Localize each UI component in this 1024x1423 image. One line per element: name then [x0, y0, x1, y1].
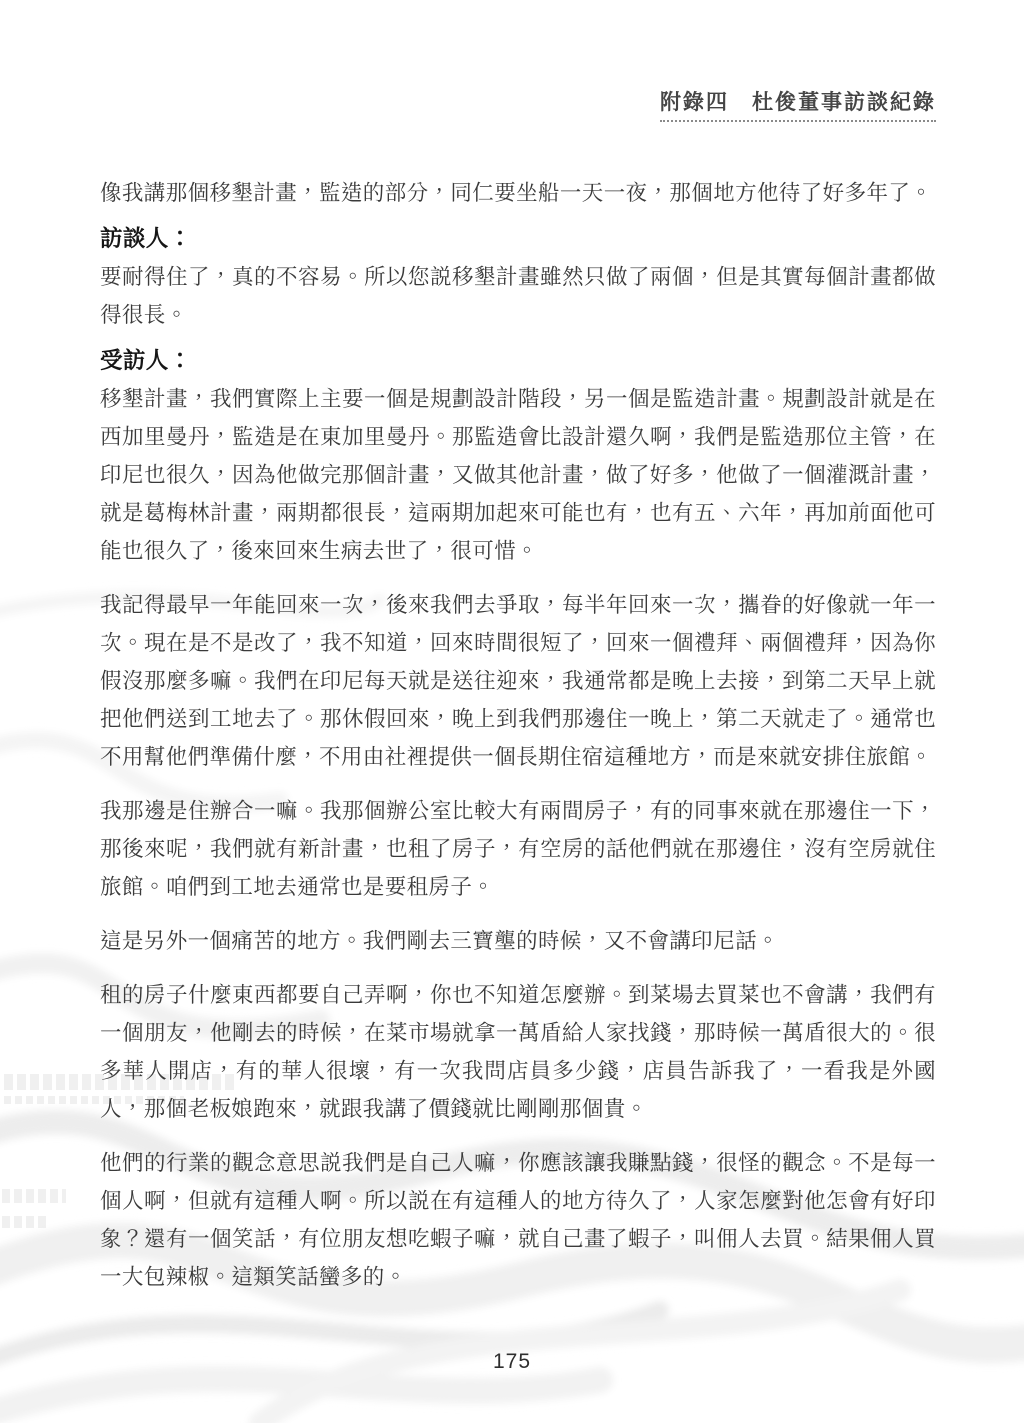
- speaker-label-interviewee: 受訪人：: [100, 348, 192, 373]
- paragraph: 我那邊是住辦合一嘛。我那個辦公室比較大有兩間房子，有的同事來就在那邊住一下，那後來呢，我們就有新計畫，也租了房子，有空房的話他們就在那邊住，沒有空房就住旅館。咱們到工地去通常也是要租房子。: [100, 799, 936, 899]
- page-header: [100, 92, 936, 122]
- paragraph: 像我講那個移墾計畫，監造的部分，同仁要坐船一天一夜，那個地方他待了好多年了。: [100, 181, 933, 205]
- document-body: [100, 174, 936, 1296]
- paragraph: 移墾計畫，我們實際上主要一個是規劃設計階段，另一個是監造計畫。規劃設計就是在西加里曼丹，監造是在東加里曼丹。那監造會比設計還久啊，我們是監造那位主管，在印尼也很久，因為他做完那個計畫，又做其他計畫，做了好多，他做了一個灌溉計畫，就是葛梅林計畫，兩期都很長，這兩期加起來可能也有，也有五、六年，再加前面他可能也很久了，後來回來生病去世了，很可惜。: [100, 387, 936, 563]
- paragraph: 租的房子什麼東西都要自己弄啊，你也不知道怎麼辦。到菜場去買菜也不會講，我們有一個朋友，他剛去的時候，在菜市場就拿一萬盾給人家找錢，那時候一萬盾很大的。很多華人開店，有的華人很壞，有一次我問店員多少錢，店員告訴我了，一看我是外國人，那個老板娘跑來，就跟我講了價錢就比剛剛那個貴。: [100, 983, 936, 1121]
- running-header-title: 附錄四 杜俊董事訪談紀錄: [660, 92, 936, 122]
- speaker-label-interviewer: 訪談人：: [100, 226, 192, 251]
- page-number: 175: [492, 1350, 532, 1373]
- paragraph: 他們的行業的觀念意思説我們是自己人嘛，你應該讓我賺點錢，很怪的觀念。不是每一個人啊，但就有這種人啊。所以説在有這種人的地方待久了，人家怎麼對他怎會有好印象？還有一個笑話，有位朋友想吃蝦子嘛，就自己畫了蝦子，叫佣人去買。結果佣人買一大包辣椒。這類笑話蠻多的。: [100, 1151, 936, 1289]
- paragraph: 這是另外一個痛苦的地方。我們剛去三寶壟的時候，又不會講印尼話。: [100, 929, 779, 953]
- paragraph: 我記得最早一年能回來一次，後來我們去爭取，每半年回來一次，攜眷的好像就一年一次。現在是不是改了，我不知道，回來時間很短了，回來一個禮拜、兩個禮拜，因為你假沒那麼多嘛。我們在印尼每天就是送往迎來，我通常都是晚上去接，到第二天早上就把他們送到工地去了。那休假回來，晚上到我們那邊住一晚上，第二天就走了。通常也不用幫他們準備什麼，不用由社裡提供一個長期住宿這種地方，而是來就安排住旅館。: [100, 593, 936, 769]
- paragraph: 要耐得住了，真的不容易。所以您説移墾計畫雖然只做了兩個，但是其實每個計畫都做得很長。: [100, 265, 936, 327]
- page-footer: [0, 1350, 1024, 1374]
